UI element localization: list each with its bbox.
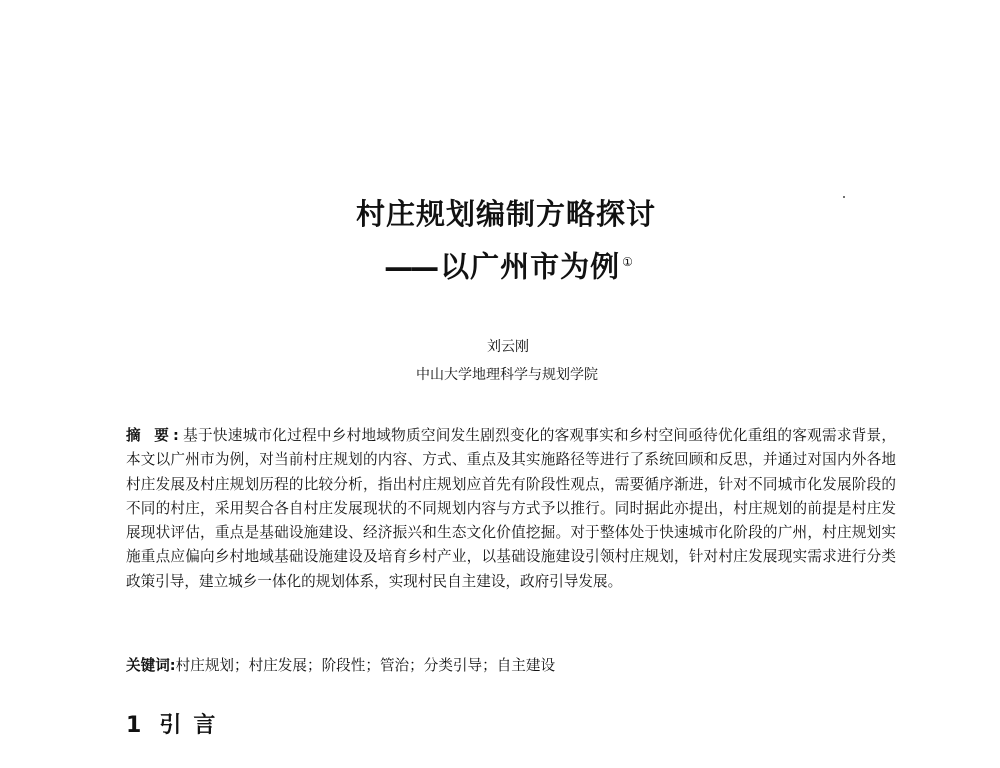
section-title: 引言 <box>159 713 228 738</box>
title-subtitle <box>0 244 1000 285</box>
paper-title <box>0 196 1000 285</box>
section-number: 1 <box>126 713 142 738</box>
abstract-label: 摘 要: <box>126 427 183 444</box>
scan-speck <box>843 196 845 198</box>
keywords-label: 关键词: <box>126 657 176 674</box>
author-name: 刘云刚 <box>487 339 529 355</box>
abstract-text: 基于快速城市化过程中乡村地域物质空间发生剧烈变化的客观事实和乡村空间亟待优化重组的客观需求背景，本文以广州市为例，对当前村庄规划的内容、方式、重点及其实施路径等进行了系统回顾和反思，并通过对国内外各地村庄发展及村庄规划历程的比较分析，指出村庄规划应首先有阶段性观点，需要循序渐进，针对不同城市化发展阶段的不同的村庄，采用契合各自村庄发展现状的不同规划内容与方式予以推行。同时据此亦提出，村庄规划的前提是村庄发展现状评估，重点是基础设施建设、经济振兴和生态文化价值挖掘。对于整体处于快速城市化阶段的广州，村庄规划实施重点应偏向乡村地域基础设施建设及培育乡村产业，以基础设施建设引领村庄规划，针对村庄发展现实需求进行分类政策引导，建立城乡一体化的规划体系，实现村民自主建设，政府引导发展。 <box>126 427 896 590</box>
subtitle-dash: —— <box>384 249 437 284</box>
abstract <box>126 424 896 594</box>
footnote-marker[interactable]: ① <box>622 255 634 269</box>
author-affiliation: 中山大学地理科学与规划学院 <box>416 367 598 383</box>
subtitle-text: 以广州市为例 <box>440 249 621 284</box>
section-heading <box>126 712 227 740</box>
keywords <box>126 654 896 678</box>
title-main: 村庄规划编制方略探讨 <box>355 197 656 231</box>
keywords-text: 村庄规划；村庄发展；阶段性；管治；分类引导；自主建设 <box>175 657 556 674</box>
